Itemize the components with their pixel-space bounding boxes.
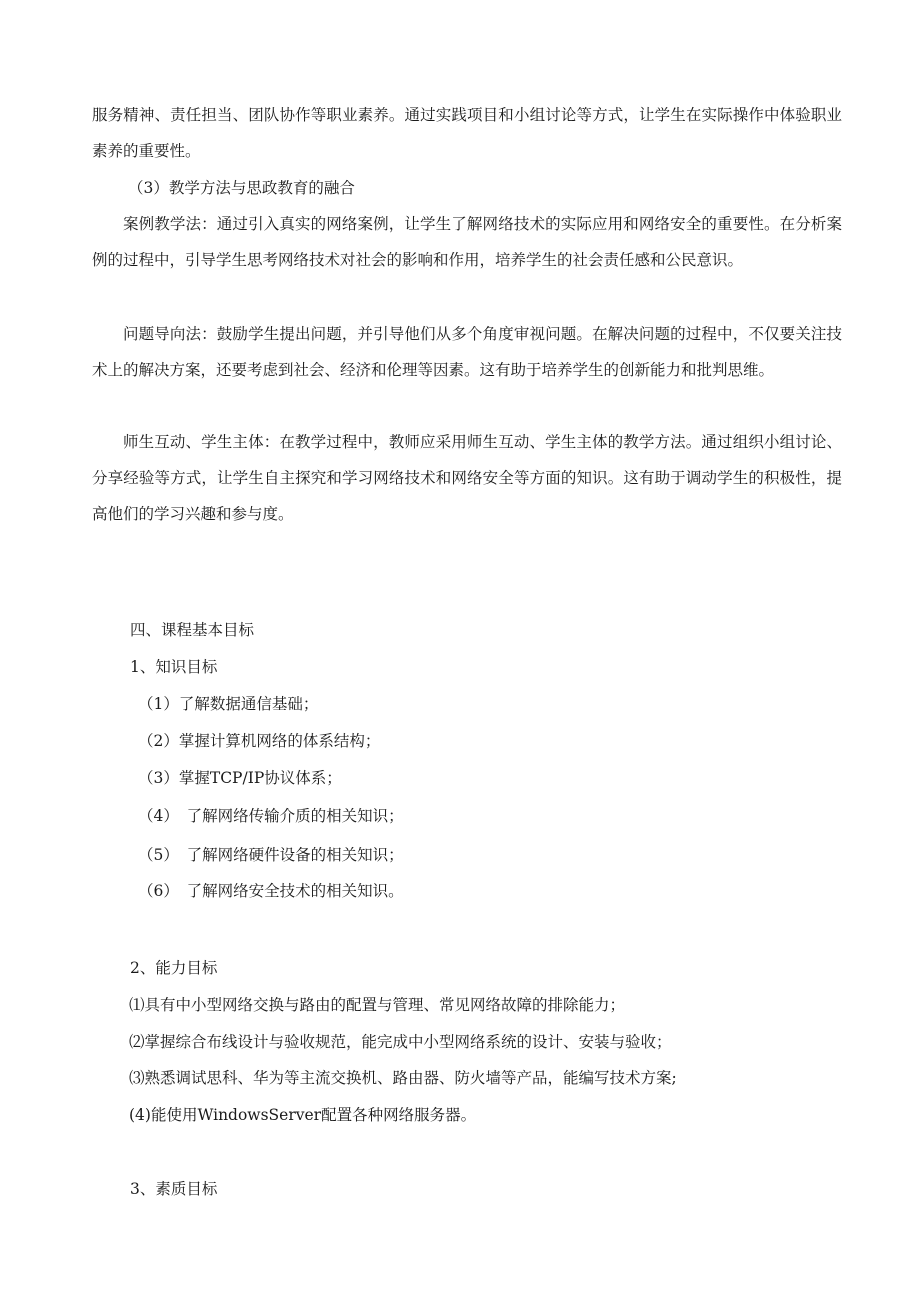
method-case-teaching: 案例教学法：通过引入真实的网络案例，让学生了解网络技术的实际应用和网络安全的重要性。在分析案例的过程中，引导学生思考网络技术对社会的影响和作用，培养学生的社会责任感和公民意识。: [92, 215, 842, 269]
knowledge-item: （5） 了解网络硬件设备的相关知识；: [138, 846, 404, 864]
intro-paragraph: 服务精神、责任担当、团队协作等职业素养。通过实践项目和小组讨论等方式，让学生在实际操作中体验职业素养的重要性。: [92, 106, 842, 160]
knowledge-item: （1）了解数据通信基础；: [138, 695, 319, 713]
chapter-heading: 四、课程基本目标: [130, 621, 255, 639]
knowledge-heading: 1、知识目标: [130, 658, 218, 676]
ability-item: ⑶熟悉调试思科、华为等主流交换机、路由器、防火墙等产品，能编写技术方案;: [129, 1069, 677, 1087]
ability-item: ⑵掌握综合布线设计与验收规范，能完成中小型网络系统的设计、安装与验收；: [129, 1033, 672, 1051]
method-student-centered: 师生互动、学生主体：在教学过程中，教师应采用师生互动、学生主体的教学方法。通过组织小组讨论、分享经验等方式，让学生自主探究和学习网络技术和网络安全等方面的知识。这有助于调动学生的积极性，提高他们的学习兴趣和参与度。: [92, 433, 842, 523]
knowledge-item: （2）掌握计算机网络的体系结构；: [138, 732, 381, 750]
knowledge-item: （4） 了解网络传输介质的相关知识；: [138, 807, 404, 825]
ability-item: ⑴具有中小型网络交换与路由的配置与管理、常见网络故障的排除能力；: [129, 996, 626, 1014]
ability-heading: 2、能力目标: [130, 959, 218, 977]
knowledge-item: （6） 了解网络安全技术的相关知识。: [138, 882, 404, 900]
knowledge-item: （3）掌握TCP/IP协议体系；: [138, 769, 342, 787]
ability-item: (4)能使用WindowsServer配置各种网络服务器。: [129, 1106, 477, 1124]
quality-heading: 3、素质目标: [130, 1180, 218, 1198]
section3-heading: （3）教学方法与思政教育的融合: [128, 179, 355, 197]
method-problem-oriented: 问题导向法：鼓励学生提出问题，并引导他们从多个角度审视问题。在解决问题的过程中，不仅要关注技术上的解决方案，还要考虑到社会、经济和伦理等因素。这有助于培养学生的创新能力和批判思维。: [92, 325, 842, 379]
